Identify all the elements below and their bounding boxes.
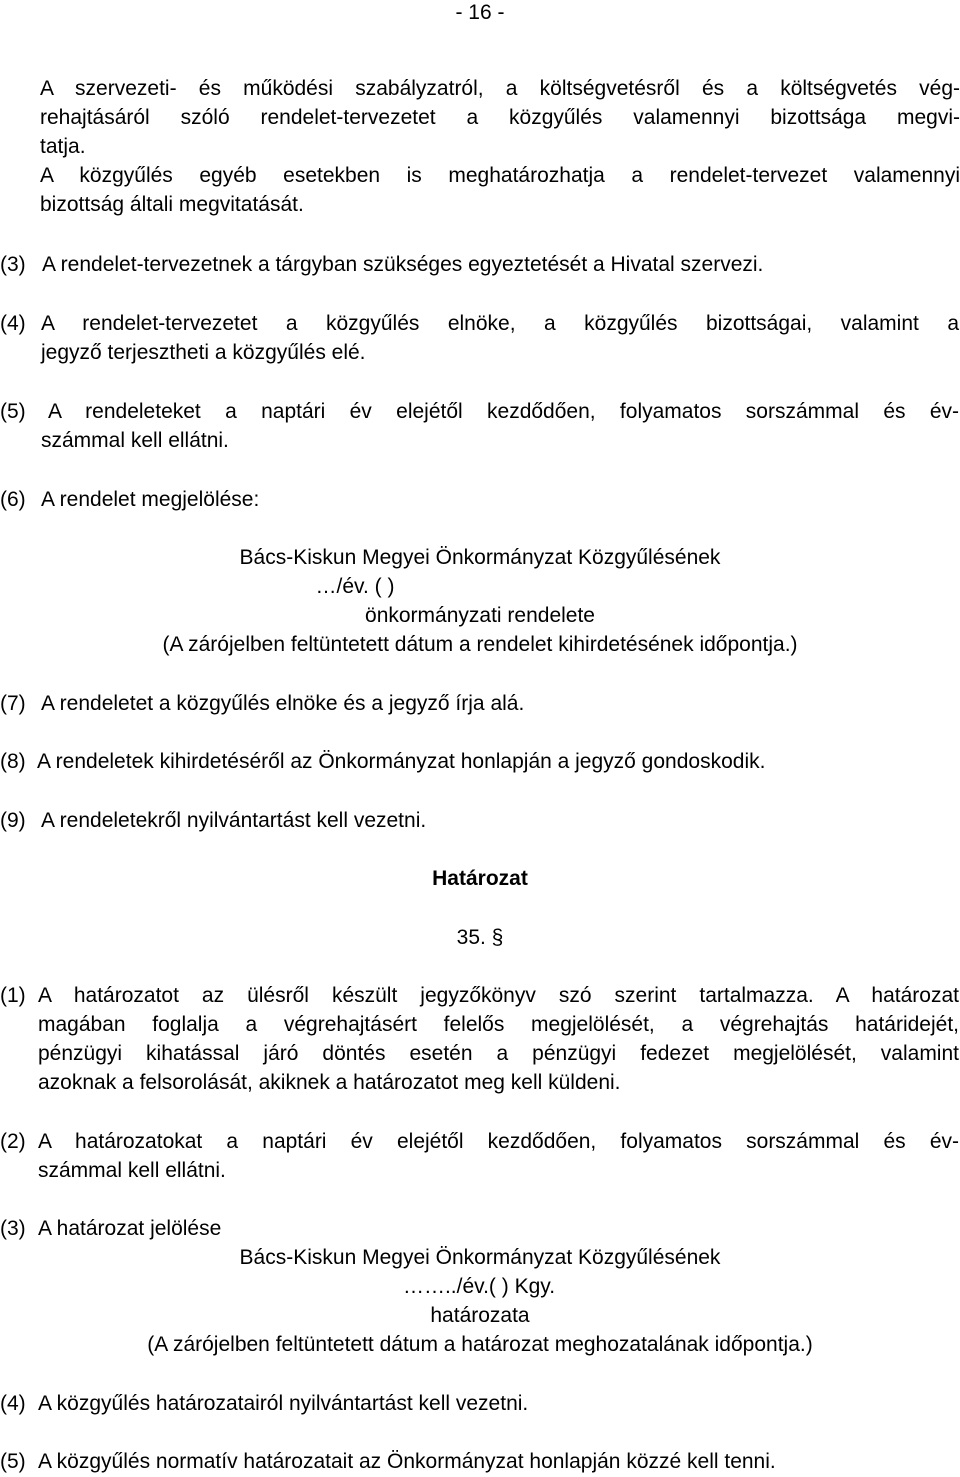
item-text: azoknak a felsorolását, akiknek a határozatot meg kell küldeni. — [38, 1071, 621, 1094]
item-text: magában foglalja a végrehajtásért felelős megjelölését, a végrehajtás határidejét, — [38, 1013, 959, 1036]
intro-paragraph — [40, 74, 960, 219]
item-text: A rendelet-tervezetet a közgyűlés elnöke, a közgyűlés bizottságai, valamint a — [41, 312, 959, 335]
text-line: A szervezeti- és működési szabályzatról, a költségvetésről és a költségvetés vég- — [40, 77, 960, 100]
hatarozat-designation-line: Bács-Kiskun Megyei Önkormányzat Közgyűlésének — [239, 1246, 721, 1269]
item-text: A közgyűlés normatív határozatait az Önkormányzat honlapján közzé kell tenni. — [38, 1450, 776, 1473]
item-text: számmal kell ellátni. — [38, 1159, 226, 1182]
item-number: (1) — [0, 984, 26, 1007]
item-number: (7) — [0, 692, 26, 715]
item-number: (4) — [0, 312, 26, 335]
rendelet-designation-line: önkormányzati rendelete — [365, 604, 595, 627]
hatarozat-designation-line: ……../év.( ) Kgy. — [402, 1275, 556, 1298]
text-line: bizottság általi megvitatását. — [40, 193, 304, 216]
text-line: A közgyűlés egyéb esetekben is meghatározhatja a rendelet-tervezet valamennyi — [40, 164, 960, 187]
item-text: A rendeleteket a naptári év elejétől kezdődően, folyamatos sorszámmal és év- — [48, 400, 959, 423]
item-number: (8) — [0, 750, 26, 773]
item-number: (3) — [0, 253, 26, 276]
item-number: (4) — [0, 1392, 26, 1415]
hatarozat-designation-line: (A zárójelben feltüntetett dátum a határozat meghozatalának időpontja.) — [147, 1333, 813, 1356]
item-text: A rendeletekről nyilvántartást kell vezetni. — [41, 809, 427, 832]
item-text: A rendelet megjelölése: — [41, 488, 260, 511]
item-text: A határozatokat a naptári év elejétől kezdődően, folyamatos sorszámmal és év- — [38, 1130, 959, 1153]
item-text: A rendeletek kihirdetéséről az Önkormányzat honlapján a jegyző gondoskodik. — [37, 750, 766, 773]
page-number: - 16 - — [455, 1, 505, 24]
section-number: 35. § — [456, 926, 504, 949]
item-text: jegyző terjesztheti a közgyűlés elé. — [41, 341, 366, 364]
item-text: A határozatot az ülésről készült jegyzőkönyv szó szerint tartalmazza. A határozat — [38, 984, 959, 1007]
item-number: (9) — [0, 809, 26, 832]
section-heading: Határozat — [432, 867, 528, 890]
rendelet-designation-line: …/év. ( ) — [315, 575, 395, 598]
item-text: A határozat jelölése — [38, 1217, 222, 1240]
item-number: (2) — [0, 1130, 26, 1153]
item-number: (5) — [0, 1450, 26, 1473]
text-line: tatja. — [40, 135, 86, 158]
hatarozat-designation-line: határozata — [430, 1304, 530, 1327]
item-number: (5) — [0, 400, 26, 423]
item-text: A rendeletet a közgyűlés elnöke és a jegyző írja alá. — [41, 692, 525, 715]
text-line: rehajtásáról szóló rendelet-tervezetet a közgyűlés valamennyi bizottsága megvi- — [40, 106, 960, 129]
rendelet-designation-line: (A zárójelben feltüntetett dátum a rendelet kihirdetésének időpontja.) — [162, 633, 798, 656]
item-text: A közgyűlés határozatairól nyilvántartást kell vezetni. — [38, 1392, 529, 1415]
item-number: (6) — [0, 488, 26, 511]
rendelet-designation-line: Bács-Kiskun Megyei Önkormányzat Közgyűlésének — [239, 546, 721, 569]
item-number: (3) — [0, 1217, 26, 1240]
item-text: számmal kell ellátni. — [41, 429, 229, 452]
item-text: A rendelet-tervezetnek a tárgyban szükséges egyeztetését a Hivatal szervezi. — [42, 253, 764, 276]
item-text: pénzügyi kihatással járó döntés esetén a pénzügyi fedezet megjelölését, valamint — [38, 1042, 959, 1065]
